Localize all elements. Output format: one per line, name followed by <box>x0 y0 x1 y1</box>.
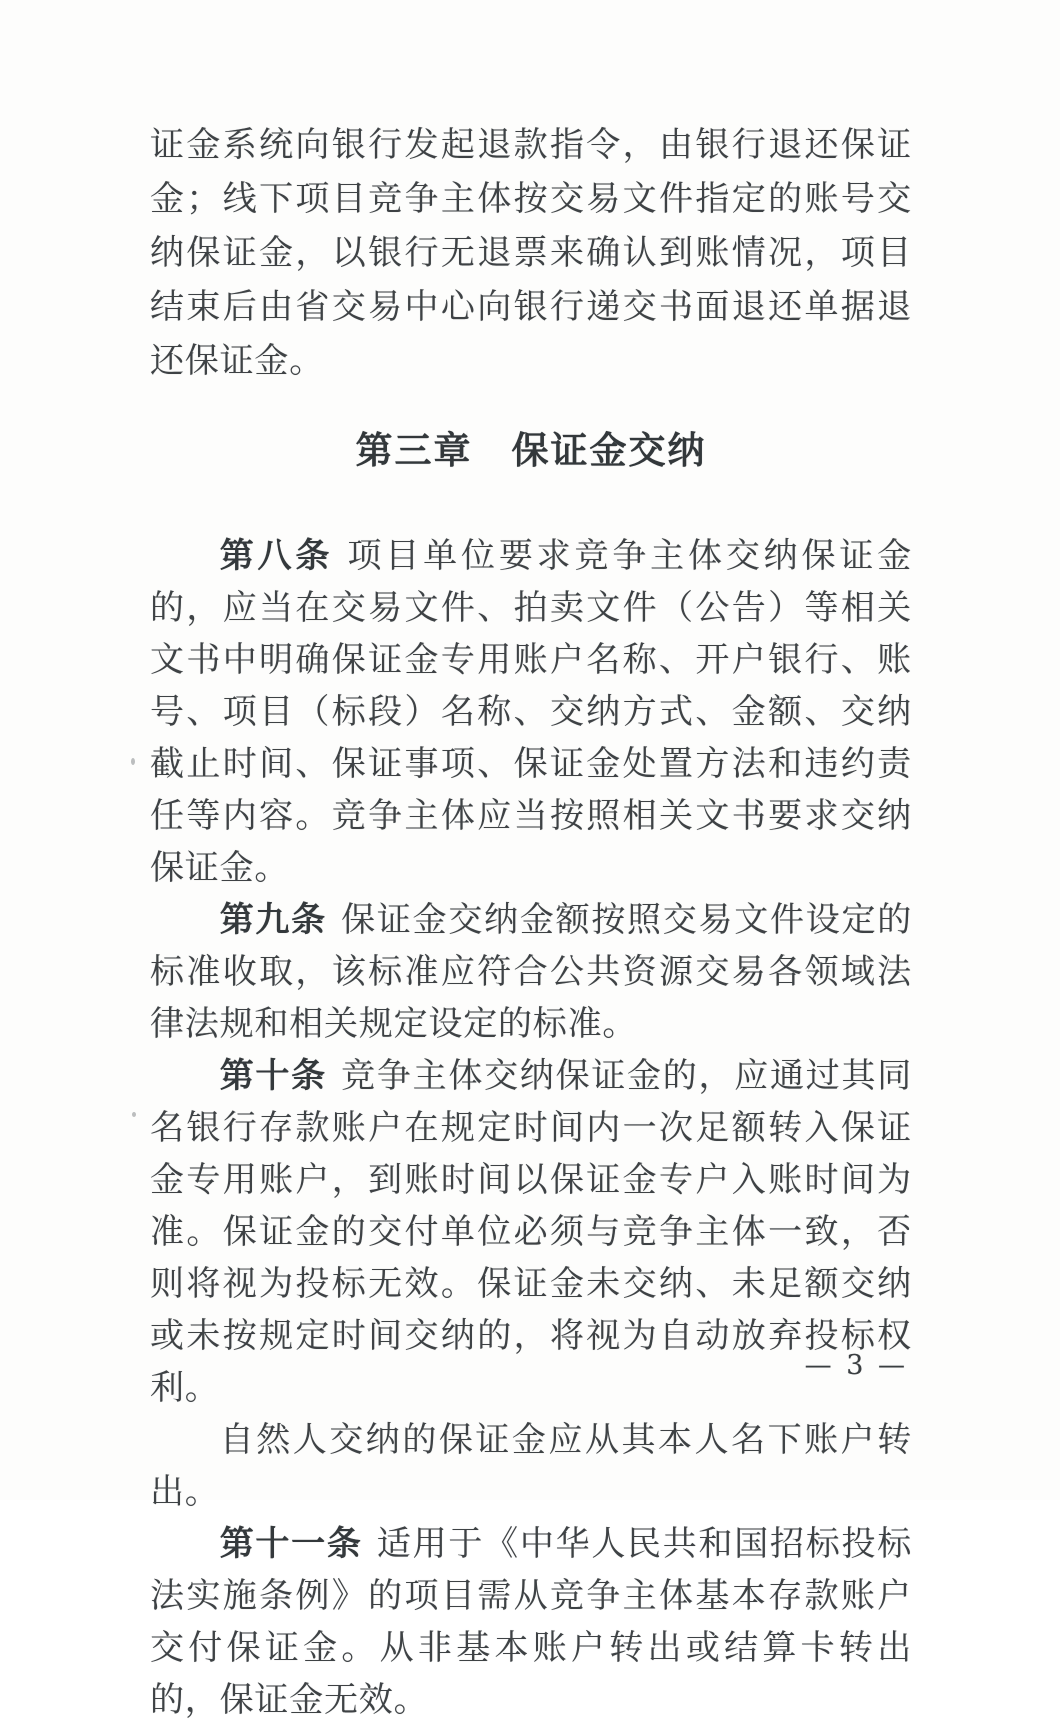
page-number: — 3 — <box>804 1350 908 1381</box>
article-10-text: 竞争主体交纳保证金的，应通过其同名银行存款账户在规定时间内一次足额转入保证金专用账户，到账时间以保证金专户入账时间为准。保证金的交付单位必须与竞争主体一致，否则将视为投标无效。保证金未交纳、未足额交纳或未按规定时间交纳的，将视为自动放弃投标权利。 <box>150 1056 912 1408</box>
document-body <box>150 118 912 1726</box>
article-10-paragraph <box>150 1050 912 1414</box>
article-11-paragraph <box>150 1518 912 1726</box>
article-11-text: 适用于《中华人民共和国招标投标法实施条例》的项目需从竞争主体基本存款账户交付保证金。从非基本账户转出或结算卡转出的，保证金无效。 <box>150 1524 913 1720</box>
article-8-label: 第八条 <box>219 536 334 576</box>
chapter-heading: 第三章 保证金交纳 <box>355 428 707 472</box>
article-10-subparagraph: 自然人交纳的保证金应从其本人名下账户转出。 <box>150 1420 912 1512</box>
scan-speck <box>132 1112 136 1117</box>
continuation-paragraph: 证金系统向银行发起退款指令，由银行退还保证金；线下项目竞争主体按交易文件指定的账号交纳保证金，以银行无退票来确认到账情况，项目结束后由省交易中心向银行递交书面退还单据退还保证金。 <box>150 125 912 381</box>
scan-speck <box>131 758 135 765</box>
article-11-label: 第十一条 <box>219 1524 363 1564</box>
article-9-label: 第九条 <box>219 900 327 940</box>
articles-section <box>150 530 912 1726</box>
article-8-paragraph <box>150 530 912 894</box>
article-10-label: 第十条 <box>219 1056 327 1096</box>
article-8-text: 项目单位要求竞争主体交纳保证金的，应当在交易文件、拍卖文件（公告）等相关文书中明确保证金专用账户名称、开户银行、账号、项目（标段）名称、交纳方式、金额、交纳截止时间、保证事项、保证金处置方法和违约责任等内容。竞争主体应当按照相关文书要求交纳保证金。 <box>150 536 912 888</box>
article-9-paragraph <box>150 894 912 1050</box>
article-9-text: 保证金交纳金额按照交易文件设定的标准收取，该标准应符合公共资源交易各领域法律法规和相关规定设定的标准。 <box>150 900 912 1044</box>
